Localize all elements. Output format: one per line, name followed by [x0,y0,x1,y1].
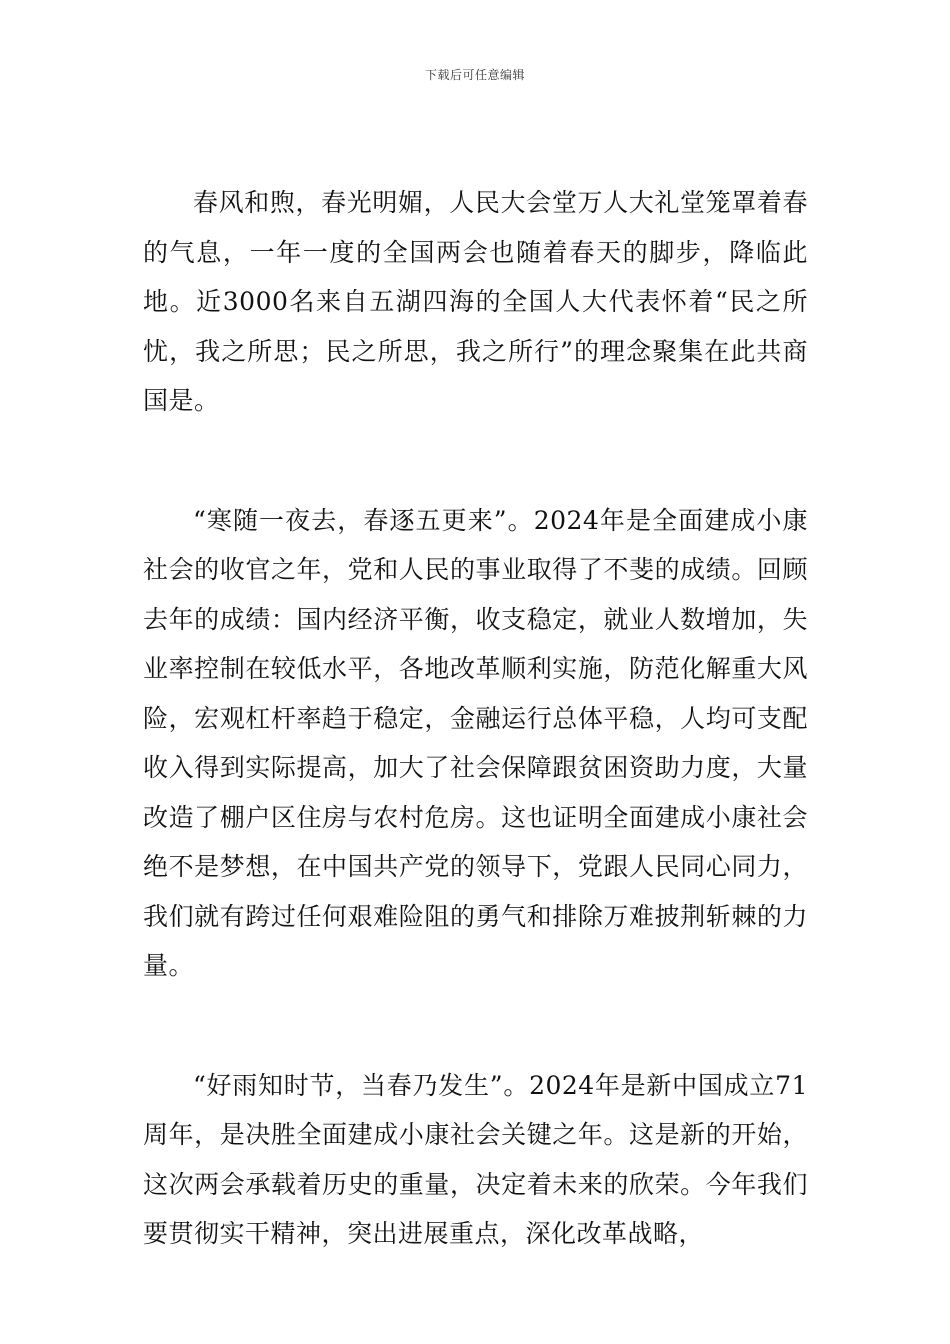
header-note: 下载后可任意编辑 [424,68,525,82]
paragraph-1: 春风和煦，春光明媚，人民大会堂万人大礼堂笼罩着春的气息，一年一度的全国两会也随着春天的脚步，降临此地。近3000名来自五湖四海的全国人大代表怀着“民之所忧，我之所思；民之所思，我之所行”的理念聚集在此共商国是。 [143,188,808,415]
document-body [143,178,808,1259]
paragraph-3: “好雨知时节，当春乃发生”。2024年是新中国成立71周年，是决胜全面建成小康社会关键之年。这是新的开始，这次两会承载着历史的重量，决定着未来的欣荣。今年我们要贯彻实干精神，突出进展重点，深化改革战略， [143,1070,808,1248]
paragraph-2: “寒随一夜去，春逐五更来”。2024年是全面建成小康社会的收官之年，党和人民的事业取得了不斐的成绩。回顾去年的成绩：国内经济平衡，收支稳定，就业人数增加，失业率控制在较低水平，各地改革顺利实施，防范化解重大风险，宏观杠杆率趋于稳定，金融运行总体平稳，人均可支配收入得到实际提高，加大了社会保障跟贫困资助力度，大量改造了棚户区住房与农村危房。这也证明全面建成小康社会绝不是梦想，在中国共产党的领导下，党跟人民同心同力，我们就有跨过任何艰难险阻的勇气和排除万难披荆斩棘的力量。 [143,505,808,980]
